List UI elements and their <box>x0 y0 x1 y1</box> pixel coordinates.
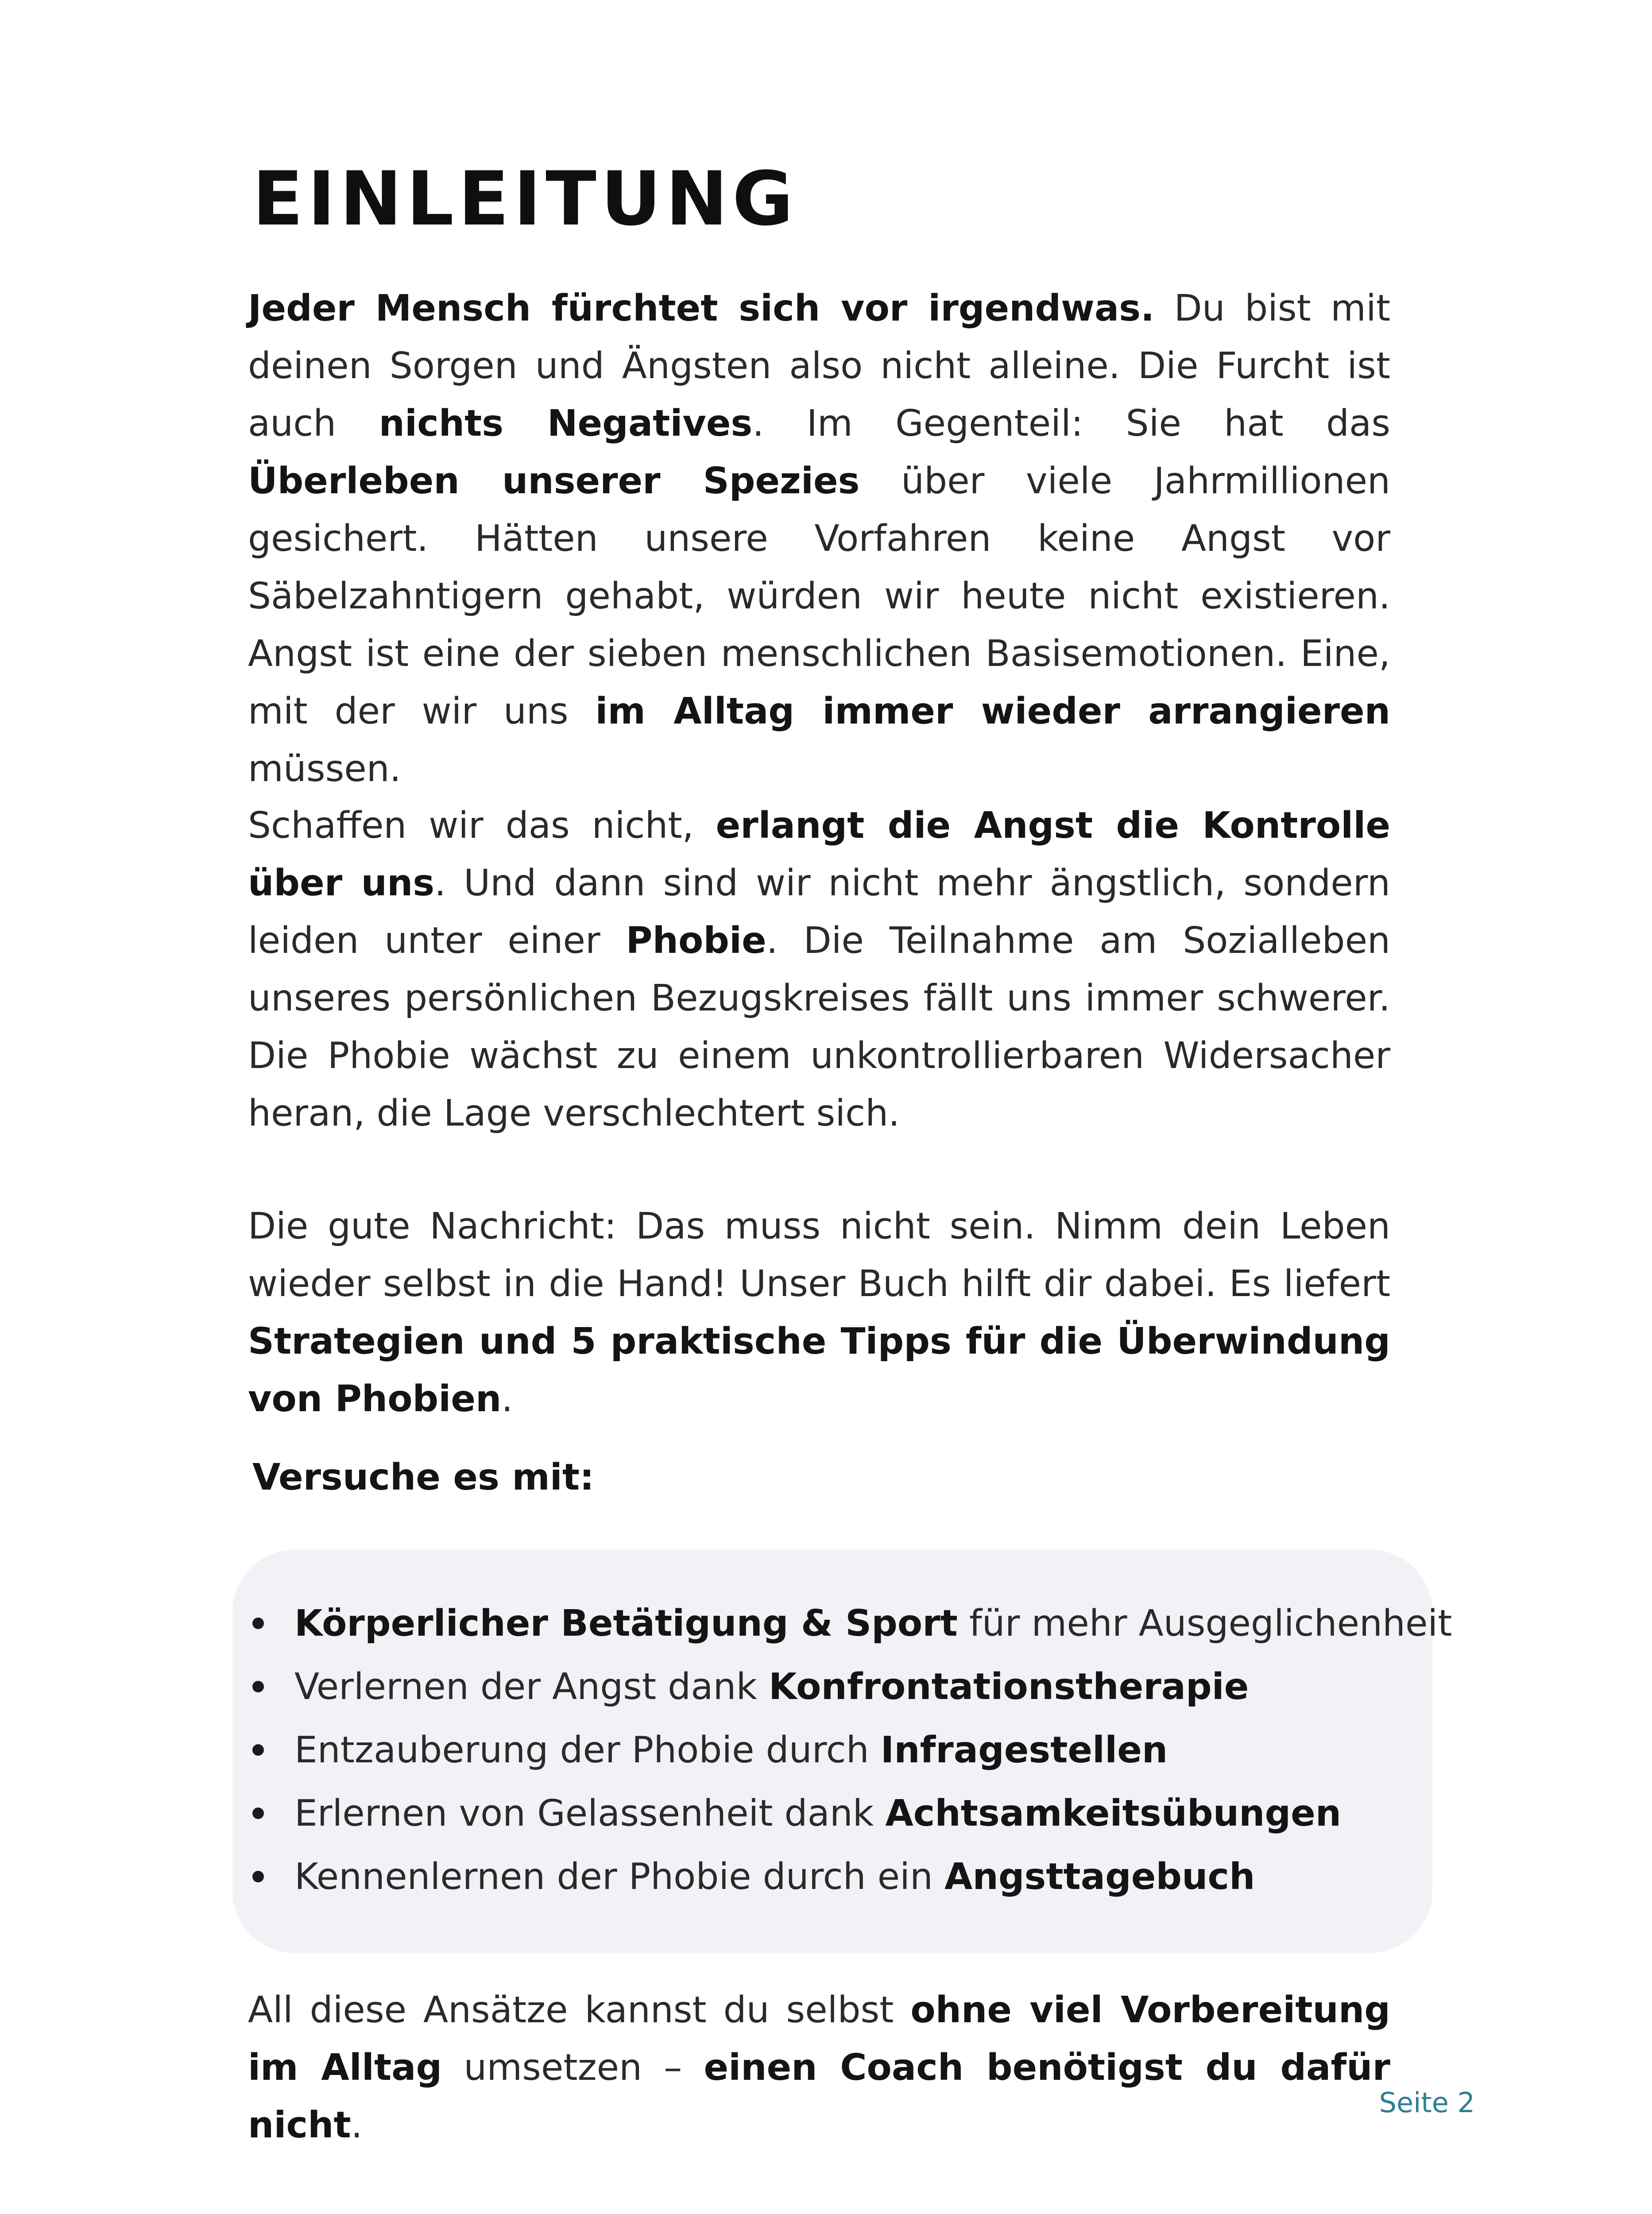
body-text: für mehr Ausgeglichenheit <box>957 1602 1452 1645</box>
list-item <box>232 1719 1432 1782</box>
emphasis-text: Phobie <box>626 920 766 962</box>
tips-list <box>232 1592 1452 1908</box>
bullet-icon <box>252 1618 264 1629</box>
body-text: Du bist mit deinen Sorgen und Ängsten also nicht alleine. Die Furcht ist auch <box>248 287 1390 445</box>
body-text: . Die Teilnahme am Sozialleben unseres persönlichen Bezugskreises fällt uns immer schwerer. Die Phobie wächst zu einem unkontrollierbaren Widersacher heran, die Lage verschlechtert sich. <box>248 920 1390 1134</box>
emphasis-text: Angsttagebuch <box>944 1856 1255 1898</box>
body-text: umsetzen – <box>442 2047 704 2089</box>
emphasis-text: Infragestellen <box>880 1729 1168 1771</box>
intro-paragraph-1 <box>248 280 1390 798</box>
emphasis-text: Achtsamkeitsübungen <box>885 1792 1342 1835</box>
body-text: Entzauberung der Phobie durch <box>294 1729 881 1771</box>
page-number: Seite 2 <box>1379 2086 1475 2119</box>
list-item <box>232 1592 1452 1655</box>
list-item <box>232 1845 1432 1908</box>
page-title: EINLEITUNG <box>252 155 798 242</box>
body-text: . <box>351 2104 363 2146</box>
intro-paragraph-3 <box>248 1198 1390 1428</box>
tips-box <box>232 1550 1452 1953</box>
body-text: Schaffen wir das nicht, <box>248 805 716 847</box>
emphasis-text: Jeder Mensch fürchtet sich vor irgendwas. <box>248 287 1155 329</box>
list-item <box>232 1782 1432 1845</box>
tips-heading: Versuche es mit: <box>252 1456 594 1498</box>
emphasis-text: ohne viel Vorbereitung im Alltag <box>248 1989 1390 2089</box>
emphasis-text: Strategien und 5 praktische Tipps für die Überwindung von Phobien <box>248 1320 1390 1420</box>
body-text: All diese Ansätze kannst du selbst <box>248 1989 911 2031</box>
body-text: Erlernen von Gelassenheit dank <box>294 1792 886 1835</box>
body-text: müssen. <box>248 748 401 790</box>
list-item <box>232 1655 1432 1719</box>
emphasis-text: erlangt die Angst die Kontrolle über uns <box>248 805 1390 904</box>
emphasis-text: Überleben unserer Spezies <box>248 460 860 502</box>
body-text: . <box>501 1378 513 1420</box>
body-text: Kennenlernen der Phobie durch ein <box>294 1856 944 1898</box>
body-text: über viele Jahrmillionen gesichert. Hätten unsere Vorfahren keine Angst vor Säbelzahntigern gehabt, würden wir heute nicht existieren. Angst ist eine der sieben menschlichen Basisemotionen. Eine, mit der wir uns <box>248 460 1390 732</box>
emphasis-text: nichts Negatives <box>379 403 753 445</box>
emphasis-text: im Alltag immer wieder arrangieren <box>595 690 1390 732</box>
emphasis-text: Konfrontationstherapie <box>769 1666 1249 1708</box>
emphasis-text: einen Coach benötigst du dafür nicht <box>248 2047 1390 2146</box>
intro-paragraph-2 <box>248 797 1390 1142</box>
bullet-icon <box>252 1871 264 1882</box>
bullet-icon <box>252 1808 264 1819</box>
body-text: . Und dann sind wir nicht mehr ängstlich, sondern leiden unter einer <box>248 862 1390 962</box>
body-text: Die gute Nachricht: Das muss nicht sein. Nimm dein Leben wieder selbst in die Hand! Unser Buch hilft dir dabei. Es liefert <box>248 1205 1390 1305</box>
emphasis-text: Körperlicher Betätigung & Sport <box>294 1602 958 1645</box>
closing-paragraph <box>248 1982 1390 2154</box>
body-text: Verlernen der Angst dank <box>294 1666 769 1708</box>
bullet-icon <box>252 1681 264 1692</box>
body-text: . Im Gegenteil: Sie hat das <box>752 403 1390 445</box>
bullet-icon <box>252 1744 264 1756</box>
